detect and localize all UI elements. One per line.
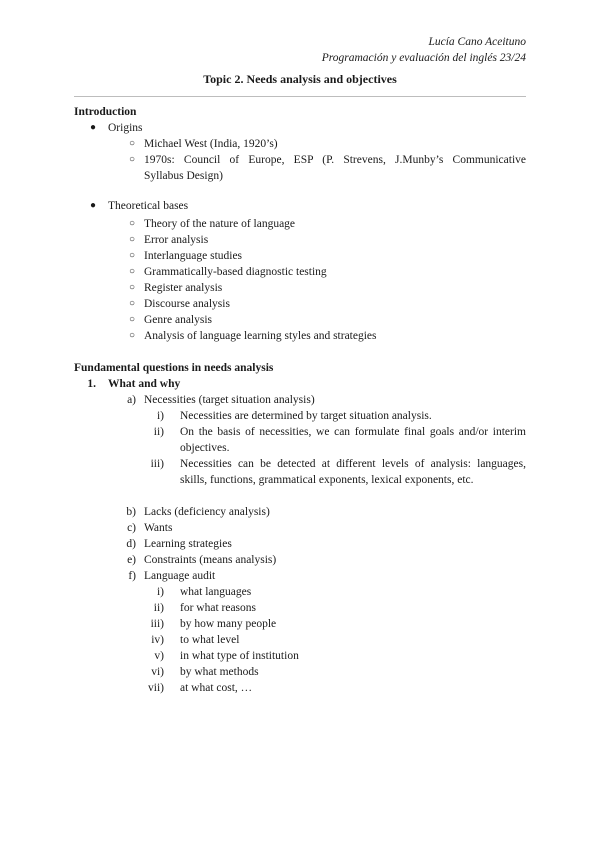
list-item: Wants: [144, 522, 173, 534]
theoretical-item: Register analysis: [144, 282, 223, 294]
header-author: Lucía Cano Aceituno: [428, 36, 526, 48]
roman-marker: ii): [153, 602, 164, 614]
roman-marker: iv): [151, 634, 164, 646]
roman-marker: ii): [153, 426, 164, 438]
circle-bullet-icon: ○: [128, 218, 136, 229]
roman-marker: vi): [151, 666, 164, 678]
circle-bullet-icon: ○: [128, 250, 136, 261]
disc-bullet-icon: ●: [89, 200, 97, 211]
section-number: 1.: [87, 378, 96, 390]
necessities-subitem-continued: skills, functions, grammatical exponents, lexical exponents, etc.: [180, 474, 474, 486]
roman-marker: iii): [150, 458, 164, 470]
roman-marker: i): [156, 410, 164, 422]
audit-item: by what methods: [180, 666, 259, 678]
theoretical-item: Theory of the nature of language: [144, 218, 296, 230]
audit-item: what languages: [180, 586, 252, 598]
list-marker: c): [127, 522, 136, 534]
necessities-subitem-continued: objectives.: [180, 442, 230, 454]
theoretical-item: Error analysis: [144, 234, 209, 246]
origins-label: Origins: [108, 122, 143, 134]
list-marker: d): [126, 538, 136, 550]
list-item: Language audit: [144, 570, 216, 582]
theoretical-item: Interlanguage studies: [144, 250, 243, 262]
circle-bullet-icon: ○: [128, 298, 136, 309]
roman-marker: i): [156, 586, 164, 598]
origins-item: Michael West (India, 1920’s): [144, 138, 278, 150]
roman-marker: iii): [150, 618, 164, 630]
theoretical-item: Grammatically-based diagnostic testing: [144, 266, 327, 278]
section-title: What and why: [108, 378, 181, 390]
circle-bullet-icon: ○: [128, 314, 136, 325]
list-marker: f): [128, 570, 136, 582]
circle-bullet-icon: ○: [128, 138, 136, 149]
origins-item: 1970s: Council of Europe, ESP (P. Strevens, J.Munby’s Communicative: [144, 154, 526, 166]
fundamental-heading: Fundamental questions in needs analysis: [74, 362, 274, 374]
theoretical-label: Theoretical bases: [108, 200, 189, 212]
audit-item: in what type of institution: [180, 650, 299, 662]
necessities-subitem: Necessities can be detected at different levels of analysis: languages,: [180, 458, 526, 470]
necessities-item: Necessities (target situation analysis): [144, 394, 315, 406]
audit-item: for what reasons: [180, 602, 257, 614]
page-title: Topic 2. Needs analysis and objectives: [203, 72, 397, 86]
disc-bullet-icon: ●: [89, 122, 97, 133]
circle-bullet-icon: ○: [128, 330, 136, 341]
necessities-subitem: On the basis of necessities, we can formulate final goals and/or interim: [180, 426, 526, 438]
list-item: Constraints (means analysis): [144, 554, 277, 566]
audit-item: by how many people: [180, 618, 277, 630]
audit-item: to what level: [180, 634, 240, 646]
circle-bullet-icon: ○: [128, 266, 136, 277]
origins-item-continued: Syllabus Design): [144, 170, 223, 182]
list-item: Learning strategies: [144, 538, 232, 550]
theoretical-item: Analysis of language learning styles and strategies: [144, 330, 377, 342]
necessities-subitem: Necessities are determined by target situation analysis.: [180, 410, 432, 422]
roman-marker: v): [154, 650, 164, 662]
list-marker: e): [127, 554, 136, 566]
circle-bullet-icon: ○: [128, 234, 136, 245]
list-marker: a): [127, 394, 136, 406]
list-item: Lacks (deficiency analysis): [144, 506, 270, 518]
theoretical-item: Discourse analysis: [144, 298, 230, 310]
theoretical-item: Genre analysis: [144, 314, 213, 326]
roman-marker: vii): [148, 682, 164, 694]
header-course: Programación y evaluación del inglés 23/24: [321, 52, 526, 64]
audit-item: at what cost, …: [180, 682, 253, 694]
title-divider: [74, 96, 526, 97]
circle-bullet-icon: ○: [128, 282, 136, 293]
circle-bullet-icon: ○: [128, 154, 136, 165]
introduction-heading: Introduction: [74, 106, 137, 118]
list-marker: b): [126, 506, 136, 518]
